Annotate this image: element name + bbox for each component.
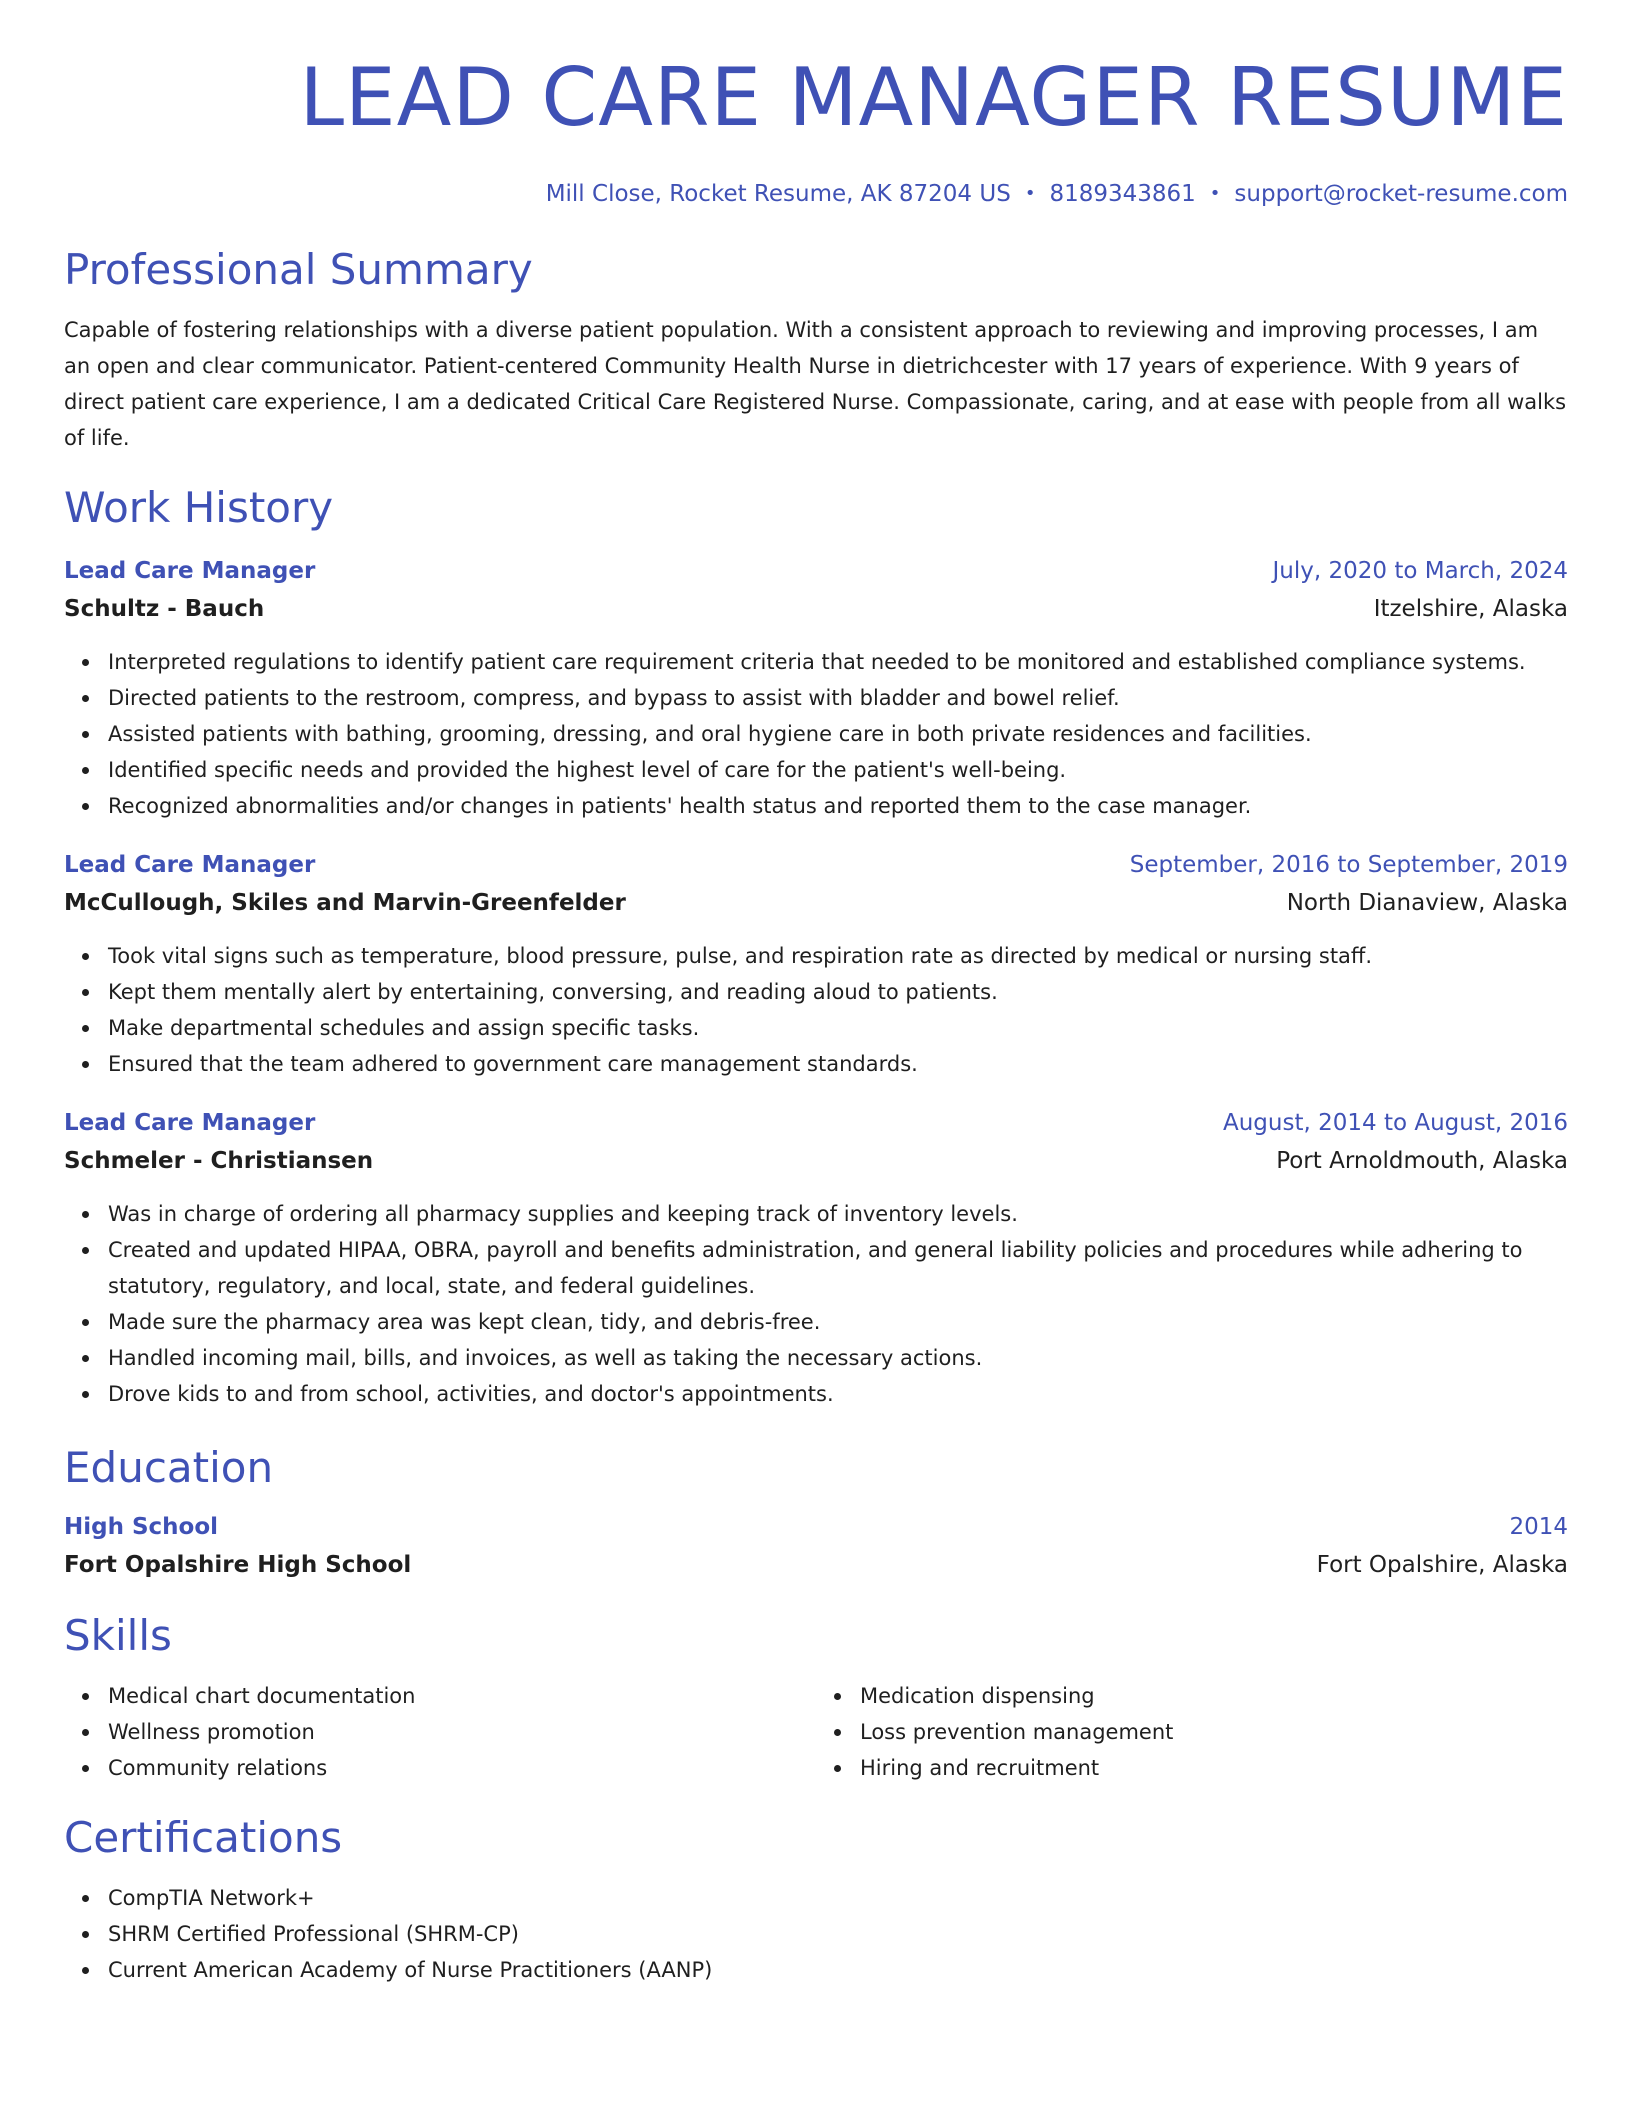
job-company: Schultz - Bauch [64, 596, 265, 622]
job-bullet: Made sure the pharmacy area was kept clean, tidy, and debris-free. [108, 1304, 1568, 1340]
skills-list-right [816, 1678, 1568, 1786]
skills-heading: Skills [64, 1611, 172, 1660]
job-company: McCullough, Skiles and Marvin-Greenfelder [64, 890, 626, 916]
certifications-list [64, 1880, 1568, 1988]
certifications-heading: Certifications [64, 1813, 343, 1862]
job-bullet: Took vital signs such as temperature, blood pressure, pulse, and respiration rate as directed by medical or nursing staff. [108, 938, 1568, 974]
job-bullets [64, 644, 1568, 824]
skill-item: Wellness promotion [108, 1714, 816, 1750]
certification-item: CompTIA Network+ [108, 1880, 1568, 1916]
job-dates: September, 2016 to September, 2019 [1129, 852, 1568, 878]
education-heading: Education [64, 1443, 274, 1492]
job-bullets [64, 938, 1568, 1082]
skill-item: Community relations [108, 1750, 816, 1786]
job-location: Port Arnoldmouth, Alaska [1276, 1148, 1568, 1174]
job-bullet: Created and updated HIPAA, OBRA, payroll and benefits administration, and general liability policies and procedures while adhering to statutory, regulatory, and local, state, and federal guidelines. [108, 1232, 1568, 1304]
job-entry [64, 552, 1568, 824]
job-bullet: Kept them mentally alert by entertaining, conversing, and reading aloud to patients. [108, 974, 1568, 1010]
education-school: Fort Opalshire High School [64, 1552, 412, 1578]
work-history-heading: Work History [64, 483, 334, 532]
job-bullets [64, 1196, 1568, 1412]
summary-heading: Professional Summary [64, 245, 533, 294]
job-title: Lead Care Manager [64, 558, 316, 584]
job-dates: July, 2020 to March, 2024 [1272, 558, 1568, 584]
contact-separator: • [1209, 183, 1221, 204]
job-bullet: Ensured that the team adhered to government care management standards. [108, 1046, 1568, 1082]
summary-text: Capable of fostering relationships with a diverse patient population. With a consistent approach to reviewing and improving processes, I am an open and clear communicator. Patient-centered Community Health Nurse in dietrichcester with 17 years of experience. With 9 years of direct patient care experience, I am a dedicated Critical Care Registered Nurse. Compassionate, caring, and at ease with people from all walks of life. [64, 318, 1567, 450]
certification-item: Current American Academy of Nurse Practitioners (AANP) [108, 1952, 1568, 1988]
job-dates: August, 2014 to August, 2016 [1223, 1110, 1568, 1136]
job-entry [64, 846, 1568, 1082]
contact-phone: 8189343861 [1049, 181, 1196, 207]
skill-item: Medical chart documentation [108, 1678, 816, 1714]
education-location: Fort Opalshire, Alaska [1316, 1552, 1568, 1578]
job-bullet: Directed patients to the restroom, compress, and bypass to assist with bladder and bowel relief. [108, 680, 1568, 716]
job-bullet: Recognized abnormalities and/or changes in patients' health status and reported them to the case manager. [108, 788, 1568, 824]
skills-list-left [64, 1678, 816, 1786]
certification-item: SHRM Certified Professional (SHRM-CP) [108, 1916, 1568, 1952]
contact-email: support@rocket-resume.com [1234, 181, 1568, 207]
job-company: Schmeler - Christiansen [64, 1148, 374, 1174]
job-bullet: Make departmental schedules and assign specific tasks. [108, 1010, 1568, 1046]
skill-item: Medication dispensing [860, 1678, 1568, 1714]
skill-item: Hiring and recruitment [860, 1750, 1568, 1786]
job-bullet: Handled incoming mail, bills, and invoices, as well as taking the necessary actions. [108, 1340, 1568, 1376]
job-bullet: Drove kids to and from school, activities, and doctor's appointments. [108, 1376, 1568, 1412]
job-entry [64, 1104, 1568, 1412]
job-bullet: Interpreted regulations to identify patient care requirement criteria that needed to be monitored and established compliance systems. [108, 644, 1568, 680]
contact-address: Mill Close, Rocket Resume, AK 87204 US [545, 181, 1011, 207]
job-location: Itzelshire, Alaska [1373, 596, 1568, 622]
education-year: 2014 [1509, 1514, 1568, 1540]
job-title: Lead Care Manager [64, 1110, 316, 1136]
skill-item: Loss prevention management [860, 1714, 1568, 1750]
education-degree: High School [64, 1514, 219, 1540]
job-bullet: Assisted patients with bathing, grooming, dressing, and oral hygiene care in both private residences and facilities. [108, 716, 1568, 752]
resume-title: LEAD CARE MANAGER RESUME [299, 51, 1568, 144]
job-bullet: Was in charge of ordering all pharmacy supplies and keeping track of inventory levels. [108, 1196, 1568, 1232]
job-location: North Dianaview, Alaska [1286, 890, 1568, 916]
job-title: Lead Care Manager [64, 852, 316, 878]
contact-line [64, 178, 1568, 210]
education-entry [64, 1508, 1568, 1584]
skills-grid [64, 1672, 1568, 1786]
job-bullet: Identified specific needs and provided the highest level of care for the patient's well-being. [108, 752, 1568, 788]
contact-separator: • [1024, 183, 1036, 204]
